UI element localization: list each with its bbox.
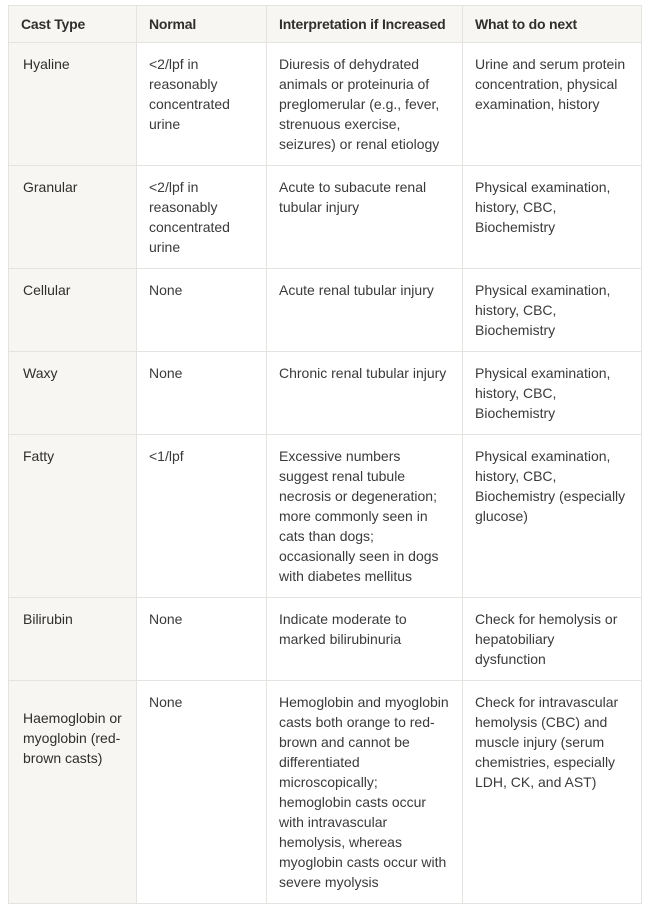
cast-type-cell: Bilirubin — [9, 598, 137, 681]
next-cell: Physical examination, history, CBC, Biochemistry — [463, 269, 642, 352]
normal-cell: None — [137, 598, 267, 681]
normal-cell: None — [137, 269, 267, 352]
normal-cell: <1/lpf — [137, 435, 267, 598]
urine-cast-table — [8, 5, 642, 904]
header-row — [9, 6, 642, 43]
normal-cell: None — [137, 681, 267, 904]
cast-type-cell: Hyaline — [9, 43, 137, 166]
table-row — [9, 352, 642, 435]
cast-type-cell: Fatty — [9, 435, 137, 598]
next-cell: Physical examination, history, CBC, Biochemistry (especially glucose) — [463, 435, 642, 598]
interpretation-cell: Acute renal tubular injury — [267, 269, 463, 352]
table-row — [9, 435, 642, 598]
cast-type-cell: Haemoglobin or myoglobin (red-brown casts) — [9, 681, 137, 904]
interpretation-cell: Diuresis of dehydrated animals or proteinuria of preglomerular (e.g., fever, strenuous exercise, seizures) or renal etiology — [267, 43, 463, 166]
next-cell: Check for hemolysis or hepatobiliary dysfunction — [463, 598, 642, 681]
next-cell: Check for intravascular hemolysis (CBC) and muscle injury (serum chemistries, especially LDH, CK, and AST) — [463, 681, 642, 904]
interpretation-cell: Excessive numbers suggest renal tubule necrosis or degeneration; more commonly seen in cats than dogs; occasionally seen in dogs with diabetes mellitus — [267, 435, 463, 598]
interpretation-cell: Hemoglobin and myoglobin casts both orange to red-brown and cannot be differentiated microscopically; hemoglobin casts occur with intravascular hemolysis, whereas myoglobin casts occur with severe myolysis — [267, 681, 463, 904]
normal-cell: <2/lpf in reasonably concentrated urine — [137, 166, 267, 269]
interpretation-cell: Acute to subacute renal tubular injury — [267, 166, 463, 269]
header-interpretation: Interpretation if Increased — [267, 6, 463, 43]
next-cell: Physical examination, history, CBC, Biochemistry — [463, 166, 642, 269]
header-what-to-do-next: What to do next — [463, 6, 642, 43]
next-cell: Urine and serum protein concentration, physical examination, history — [463, 43, 642, 166]
table-row — [9, 681, 642, 904]
interpretation-cell: Chronic renal tubular injury — [267, 352, 463, 435]
table-row — [9, 166, 642, 269]
header-normal: Normal — [137, 6, 267, 43]
cast-type-cell: Waxy — [9, 352, 137, 435]
table-header — [9, 6, 642, 43]
table-body — [9, 43, 642, 904]
normal-cell: None — [137, 352, 267, 435]
table-row — [9, 598, 642, 681]
cast-type-cell: Cellular — [9, 269, 137, 352]
table-row — [9, 269, 642, 352]
next-cell: Physical examination, history, CBC, Biochemistry — [463, 352, 642, 435]
interpretation-cell: Indicate moderate to marked bilirubinuria — [267, 598, 463, 681]
cast-type-cell: Granular — [9, 166, 137, 269]
table-row — [9, 43, 642, 166]
normal-cell: <2/lpf in reasonably concentrated urine — [137, 43, 267, 166]
header-cast-type: Cast Type — [9, 6, 137, 43]
